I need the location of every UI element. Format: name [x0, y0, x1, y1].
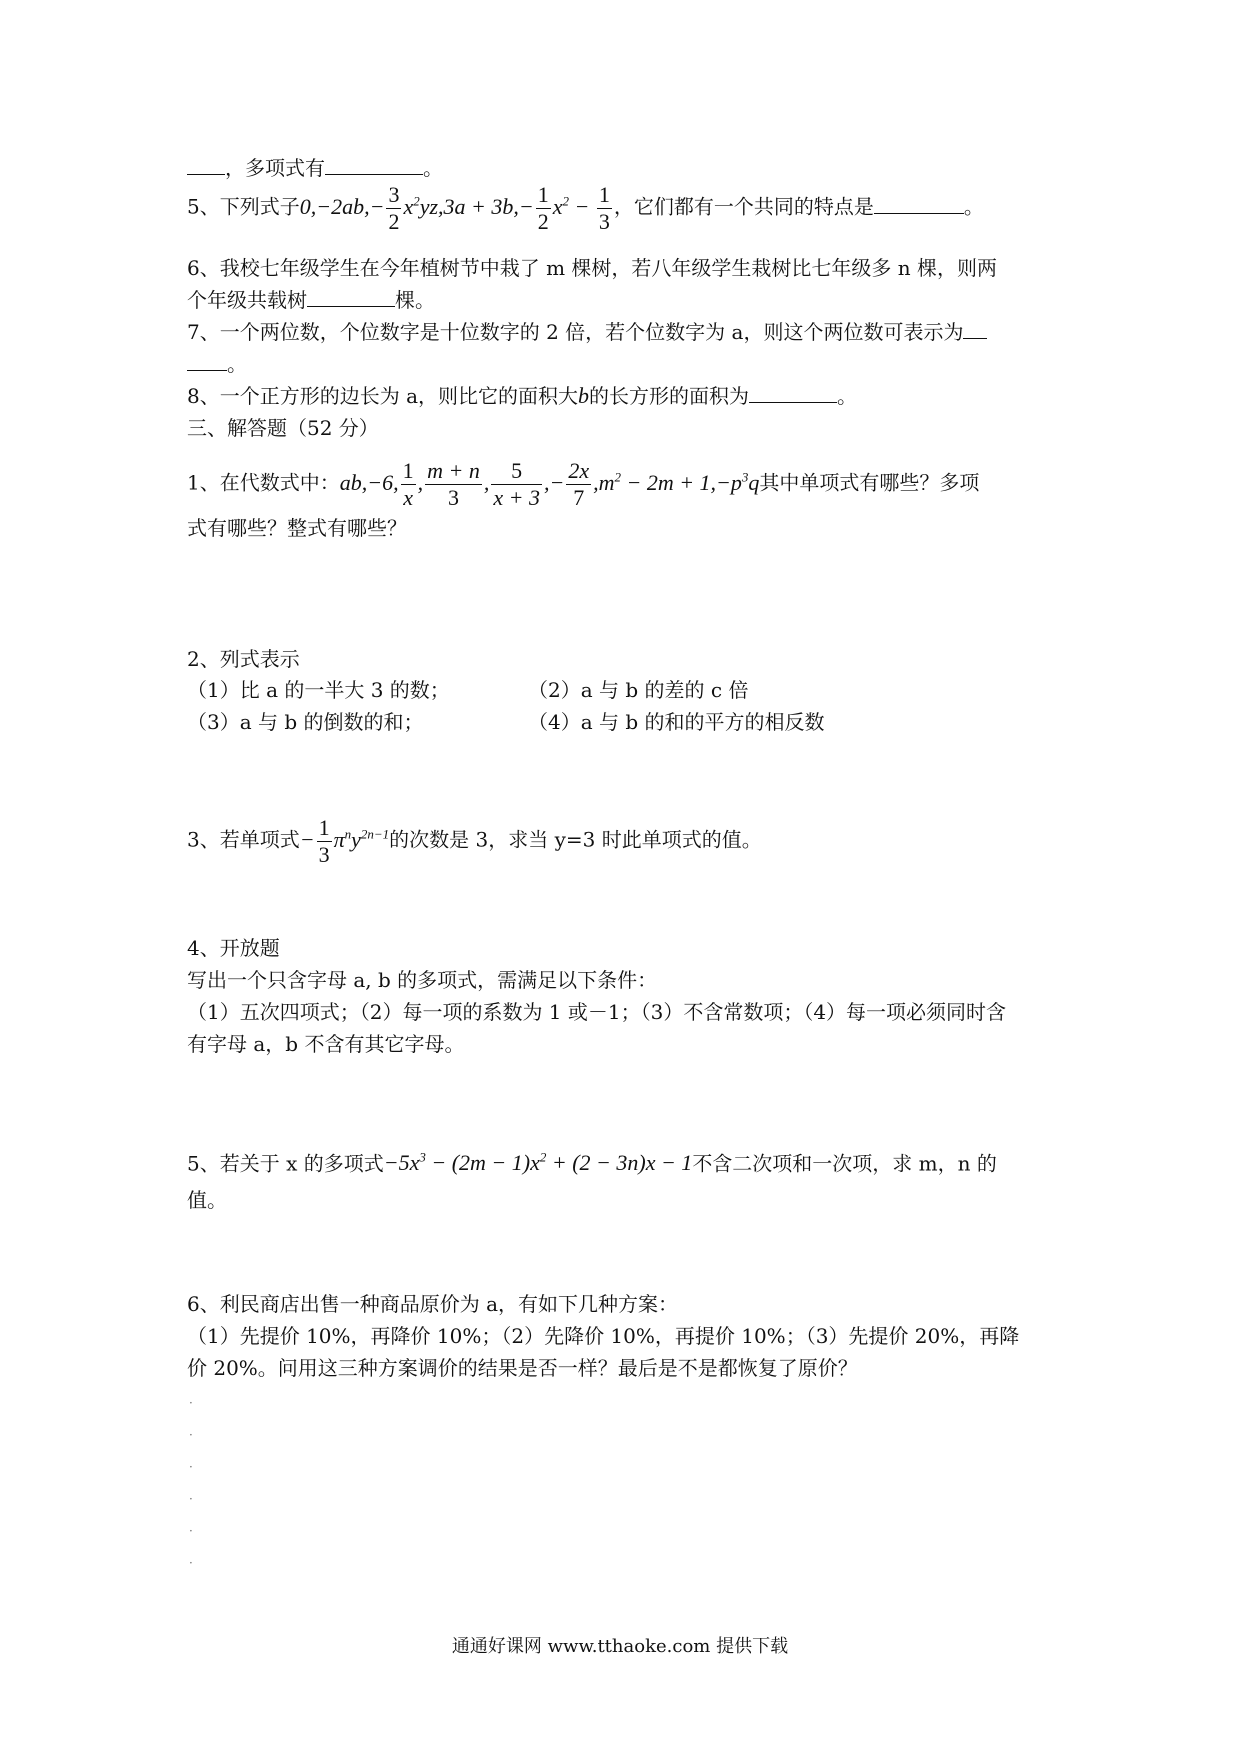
math-part: q [748, 469, 760, 495]
denominator: 2 [388, 209, 400, 234]
text: ，多项式有 [225, 156, 325, 180]
solve-question-4: 4、开放题 [187, 936, 280, 960]
text: 不含二次项和一次项，求 m，n 的 [692, 1151, 997, 1176]
text: 的长方形的面积为 [589, 384, 750, 408]
text: 。 [837, 384, 858, 408]
solve-question-1-line2: 式有哪些？整式有哪些？ [187, 516, 407, 540]
fill-question-6: 6、我校七年级学生在今年植树节中栽了 m 棵树，若八年级学生栽树比七年级多 n 棵，则两 [187, 256, 997, 280]
text: 。 [963, 194, 984, 219]
solve-question-4-line2: （1）五次四项式；（2）每一项的系数为 1 或－1；（3）不含常数项；（4）每一项必须同时含 [187, 1000, 1007, 1024]
text: 棵。 [395, 288, 435, 312]
math-expression: ab,−6, $\frac{1}{x}$ , $\frac{m + n}{3}$ , $\frac{5}{x + 3}$ ,− $\frac{2x}{7}$ $,m^2 - 2m + 1,-p^3q$ [339, 458, 760, 510]
scan-dot: · [189, 1396, 193, 1410]
fraction [317, 815, 332, 868]
exponent: 3 [741, 469, 749, 485]
math-part: − [299, 826, 315, 852]
fraction [491, 458, 542, 511]
denominator: 3 [447, 485, 459, 510]
text: ，它们都有一个共同的特点是 [613, 194, 874, 219]
exponent: 2 [614, 469, 621, 485]
fill-question-5 [187, 182, 984, 235]
text: （4）a 与 b 的和的平方的相反数 [528, 710, 825, 734]
scan-dot: · [189, 1524, 193, 1538]
solve-question-2-row1 [187, 676, 749, 704]
fill-question-6-line2 [187, 286, 435, 314]
text: 个年级共载树 [187, 288, 307, 312]
numerator: 2x [568, 458, 590, 483]
text: 5、下列式子 [187, 194, 300, 219]
answer-blank [307, 288, 395, 307]
answer-blank [874, 195, 964, 214]
solve-question-1 [187, 458, 979, 511]
solve-question-4-line1: 写出一个只含字母 a, b 的多项式，需满足以下条件： [187, 968, 658, 992]
text: 7、一个两位数，个位数字是十位数字的 2 倍，若个位数字为 a，则这个两位数可表示为 [187, 320, 964, 344]
fraction [597, 182, 612, 235]
numerator: 1 [318, 815, 330, 840]
scan-dot: · [189, 1428, 193, 1442]
text: 1、在代数式中： [187, 470, 340, 495]
answer-blank [963, 320, 987, 339]
exponent: 2 [413, 193, 420, 209]
answer-blank [325, 156, 423, 175]
math-expression [299, 182, 614, 234]
text: 其中单项式有哪些？多项 [759, 470, 980, 495]
solve-question-6: 6、利民商店出售一种商品原价为 a，有如下几种方案： [187, 1292, 679, 1316]
math-part: − [569, 193, 595, 219]
exponent: 3 [419, 1150, 426, 1165]
math-part: ,− [543, 469, 565, 495]
numerator: 5 [491, 458, 542, 485]
text: 。 [423, 156, 443, 180]
text: 。 [227, 352, 247, 376]
math-part: − (2m − 1)x [425, 1150, 540, 1176]
fraction [386, 182, 401, 235]
math-part: + (2 − 3n)x − 1 [546, 1150, 693, 1176]
answer-blank [187, 352, 227, 371]
solve-question-3 [187, 815, 762, 868]
denominator: 3 [598, 209, 610, 234]
text: 3、若单项式 [187, 827, 300, 852]
exponent: 2n−1 [360, 826, 390, 842]
numerator: 1 [537, 182, 549, 207]
math-part: y [351, 826, 361, 852]
line-1 [187, 154, 443, 182]
scan-dot: · [189, 1492, 193, 1506]
answer-blank [187, 156, 225, 175]
text: 的次数是 3，求当 y=3 时此单项式的值。 [389, 827, 762, 852]
fill-question-8 [187, 382, 857, 410]
exponent: n [344, 826, 352, 842]
fraction [566, 458, 591, 511]
denominator: 2 [537, 209, 549, 234]
exponent: 2 [562, 193, 569, 209]
math-part: yz,3a + 3b,− [419, 193, 534, 219]
text: 8、一个正方形的边长为 a，则比它的面积大 [187, 384, 579, 408]
text: （2）a 与 b 的差的 c 倍 [528, 678, 749, 702]
math-part: π [333, 826, 345, 852]
solve-question-6-line3: 价 20%。问用这三种方案调价的结果是否一样？最后是不是都恢复了原价？ [187, 1356, 858, 1380]
text: （3）a 与 b 的倒数的和； [187, 710, 424, 734]
math-expression [384, 1150, 693, 1175]
denominator: x + 3 [493, 485, 540, 510]
text: （1）比 a 的一半大 3 的数； [187, 678, 450, 702]
fraction [401, 458, 416, 511]
scan-dot: · [189, 1556, 193, 1570]
fraction [536, 182, 551, 235]
solve-question-6-line2: （1）先提价 10%，再降价 10%；（2）先降价 10%，再提价 10%；（3）先提价 20%，再降 [187, 1324, 1020, 1348]
math-expression [299, 815, 390, 867]
fraction [425, 458, 482, 511]
math-part: ab,−6, [339, 469, 399, 495]
solve-question-4-line3: 有字母 a，b 不含有其它字母。 [187, 1032, 465, 1056]
numerator: 1 [402, 458, 414, 483]
solve-question-2: 2、列式表示 [187, 647, 300, 671]
section-heading: 三、解答题（52 分） [187, 416, 379, 440]
page-footer: 通通好课网 www.tthaoke.com 提供下载 [451, 1636, 789, 1657]
fill-question-7 [187, 318, 987, 346]
answer-blank [749, 384, 837, 403]
math-part: x [552, 193, 563, 219]
solve-question-5-line2: 值。 [187, 1188, 227, 1212]
numerator: m + n [427, 458, 480, 483]
math-part: x [403, 193, 414, 219]
math-part: ,m [593, 469, 615, 495]
solve-question-5 [187, 1144, 997, 1177]
exponent: 2 [539, 1150, 547, 1165]
numerator: 1 [598, 182, 610, 207]
denominator: 3 [318, 842, 330, 867]
math-variable: b [578, 383, 590, 408]
denominator: 7 [573, 485, 585, 510]
solve-question-2-row2 [187, 708, 825, 736]
math-part: − 2m + 1,−p [620, 469, 742, 495]
denominator: x [403, 485, 413, 510]
text: 5、若关于 x 的多项式 [187, 1151, 384, 1176]
math-part: 0,−2ab,− [299, 193, 385, 219]
fill-question-7-line2 [187, 350, 247, 378]
scan-dot: · [189, 1460, 193, 1474]
math-part: −5x [383, 1150, 420, 1176]
numerator: 3 [388, 182, 400, 207]
